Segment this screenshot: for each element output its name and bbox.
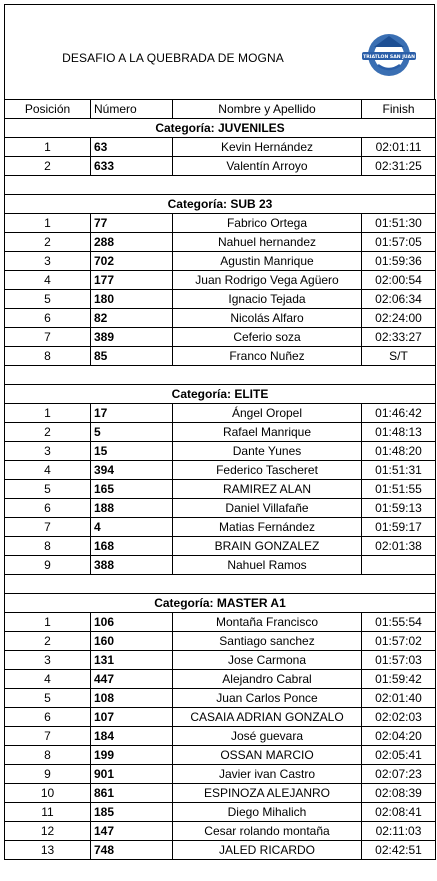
cell-finish: 02:11:03 [362,822,436,841]
cell-name: Ignacio Tejada [173,290,362,309]
cell-finish: 01:46:42 [362,404,436,423]
table-row [5,651,436,670]
table-row [5,803,436,822]
cell-number: 389 [91,328,173,347]
cell-name: Javier ivan Castro [173,765,362,784]
cell-position: 2 [5,233,91,252]
cell-number: 388 [91,556,173,575]
cell-finish: 01:55:54 [362,613,436,632]
cell-position: 2 [5,423,91,442]
cell-number: 77 [91,214,173,233]
cell-position: 6 [5,499,91,518]
header-position: Posición [5,100,91,119]
cell-number: 108 [91,689,173,708]
cell-position: 9 [5,765,91,784]
table-row [5,138,436,157]
cell-position: 6 [5,708,91,727]
cell-finish: 02:33:27 [362,328,436,347]
cell-name: Juan Carlos Ponce [173,689,362,708]
cell-name: Dante Yunes [173,442,362,461]
spacer-row [5,575,436,594]
cell-finish: 02:06:34 [362,290,436,309]
cell-number: 82 [91,309,173,328]
cell-name: Jose Carmona [173,651,362,670]
table-row [5,309,436,328]
cell-finish: 01:59:13 [362,499,436,518]
table-row [5,347,436,366]
cell-position: 7 [5,727,91,746]
table-row [5,708,436,727]
table-row [5,632,436,651]
header-number: Número [91,100,173,119]
cell-name: Santiago sanchez [173,632,362,651]
cell-finish [362,556,436,575]
cell-position: 12 [5,822,91,841]
cell-number: 188 [91,499,173,518]
cell-name: Matias Fernández [173,518,362,537]
cell-name: Valentín Arroyo [173,157,362,176]
cell-finish: S/T [362,347,436,366]
cell-number: 901 [91,765,173,784]
cell-number: 185 [91,803,173,822]
column-header-row [5,100,436,119]
spacer-row [5,366,436,385]
cell-name: OSSAN MARCIO [173,746,362,765]
cell-number: 288 [91,233,173,252]
cell-position: 1 [5,138,91,157]
table-row [5,461,436,480]
cell-position: 3 [5,651,91,670]
cell-number: 17 [91,404,173,423]
cell-number: 748 [91,841,173,860]
cell-number: 180 [91,290,173,309]
cell-number: 394 [91,461,173,480]
table-row [5,423,436,442]
category-title: Categoría: ELITE [5,385,436,404]
cell-position: 1 [5,214,91,233]
cell-number: 199 [91,746,173,765]
cell-name: ESPINOZA ALEJANRO [173,784,362,803]
cell-name: Ceferio soza [173,328,362,347]
cell-number: 702 [91,252,173,271]
cell-name: Nahuel hernandez [173,233,362,252]
table-row [5,537,436,556]
cell-position: 5 [5,290,91,309]
cell-number: 85 [91,347,173,366]
cell-finish: 02:05:41 [362,746,436,765]
table-row [5,328,436,347]
cell-name: José guevara [173,727,362,746]
cell-position: 9 [5,556,91,575]
table-row [5,271,436,290]
cell-finish: 02:08:39 [362,784,436,803]
cell-position: 7 [5,518,91,537]
cell-position: 2 [5,157,91,176]
cell-finish: 02:07:23 [362,765,436,784]
cell-position: 8 [5,537,91,556]
cell-name: Diego Mihalich [173,803,362,822]
header-name: Nombre y Apellido [173,100,362,119]
cell-name: Montaña Francisco [173,613,362,632]
table-row [5,290,436,309]
cell-finish: 01:51:31 [362,461,436,480]
cell-name: Daniel Villafañe [173,499,362,518]
category-header-row [5,385,436,404]
cell-number: 168 [91,537,173,556]
cell-name: Rafael Manrique [173,423,362,442]
spacer-cell [5,575,436,594]
cell-number: 160 [91,632,173,651]
cell-finish: 02:31:25 [362,157,436,176]
cell-name: CASAIA ADRIAN GONZALO [173,708,362,727]
cell-name: Federico Tascheret [173,461,362,480]
cell-position: 4 [5,271,91,290]
table-row [5,822,436,841]
cell-position: 5 [5,480,91,499]
cell-position: 13 [5,841,91,860]
cell-number: 63 [91,138,173,157]
table-row [5,841,436,860]
table-row [5,746,436,765]
cell-finish: 01:48:20 [362,442,436,461]
cell-number: 633 [91,157,173,176]
table-row [5,499,436,518]
cell-number: 447 [91,670,173,689]
table-row [5,214,436,233]
cell-position: 2 [5,632,91,651]
cell-finish: 01:59:17 [362,518,436,537]
cell-finish: 01:51:30 [362,214,436,233]
category-header-row [5,119,436,138]
cell-name: Kevin Hernández [173,138,362,157]
cell-position: 4 [5,670,91,689]
cell-name: RAMIREZ ALAN [173,480,362,499]
cell-finish: 01:57:02 [362,632,436,651]
cell-number: 5 [91,423,173,442]
cell-number: 4 [91,518,173,537]
table-row [5,727,436,746]
cell-name: BRAIN GONZALEZ [173,537,362,556]
cell-finish: 02:02:03 [362,708,436,727]
cell-finish: 01:51:55 [362,480,436,499]
cell-number: 165 [91,480,173,499]
results-table [4,99,436,860]
table-row [5,689,436,708]
cell-number: 131 [91,651,173,670]
table-row [5,157,436,176]
cell-finish: 01:59:42 [362,670,436,689]
table-row [5,613,436,632]
cell-number: 147 [91,822,173,841]
cell-name: Nicolás Alfaro [173,309,362,328]
category-title: Categoría: MASTER A1 [5,594,436,613]
category-header-row [5,195,436,214]
cell-finish: 01:59:36 [362,252,436,271]
cell-position: 10 [5,784,91,803]
cell-position: 11 [5,803,91,822]
table-row [5,556,436,575]
table-row [5,784,436,803]
cell-finish: 02:00:54 [362,271,436,290]
cell-finish: 02:04:20 [362,727,436,746]
table-row [5,670,436,689]
cell-position: 8 [5,746,91,765]
table-row [5,518,436,537]
category-header-row [5,594,436,613]
table-row [5,765,436,784]
cell-finish: 02:01:40 [362,689,436,708]
spacer-cell [5,176,436,195]
cell-finish: 01:57:03 [362,651,436,670]
spacer-row [5,176,436,195]
page-title: DESAFIO A LA QUEBRADA DE MOGNA [62,51,284,65]
cell-position: 7 [5,328,91,347]
cell-finish: 01:57:05 [362,233,436,252]
cell-number: 184 [91,727,173,746]
category-title: Categoría: JUVENILES [5,119,436,138]
cell-name: Alejandro Cabral [173,670,362,689]
cell-position: 4 [5,461,91,480]
cell-finish: 02:01:38 [362,537,436,556]
cell-name: Agustin Manrique [173,252,362,271]
cell-name: Cesar rolando montaña [173,822,362,841]
cell-name: Juan Rodrigo Vega Agüero [173,271,362,290]
event-logo-icon [360,31,418,79]
cell-name: JALED RICARDO [173,841,362,860]
cell-name: Franco Nuñez [173,347,362,366]
category-title: Categoría: SUB 23 [5,195,436,214]
cell-name: Nahuel Ramos [173,556,362,575]
cell-position: 3 [5,442,91,461]
cell-finish: 01:48:13 [362,423,436,442]
table-row [5,404,436,423]
cell-position: 5 [5,689,91,708]
logo-text: TRIATLON SAN JUAN [363,55,415,60]
cell-position: 8 [5,347,91,366]
cell-position: 1 [5,613,91,632]
cell-position: 1 [5,404,91,423]
cell-number: 15 [91,442,173,461]
cell-finish: 02:24:00 [362,309,436,328]
header-finish: Finish [362,100,436,119]
table-row [5,442,436,461]
cell-position: 3 [5,252,91,271]
cell-finish: 02:08:41 [362,803,436,822]
cell-name: Ángel Oropel [173,404,362,423]
table-row [5,480,436,499]
cell-number: 107 [91,708,173,727]
cell-finish: 02:42:51 [362,841,436,860]
spacer-cell [5,366,436,385]
cell-name: Fabrico Ortega [173,214,362,233]
cell-number: 861 [91,784,173,803]
table-row [5,252,436,271]
results-sheet [4,4,435,860]
cell-position: 6 [5,309,91,328]
sheet-header [4,4,435,99]
cell-number: 106 [91,613,173,632]
cell-number: 177 [91,271,173,290]
table-row [5,233,436,252]
cell-finish: 02:01:11 [362,138,436,157]
